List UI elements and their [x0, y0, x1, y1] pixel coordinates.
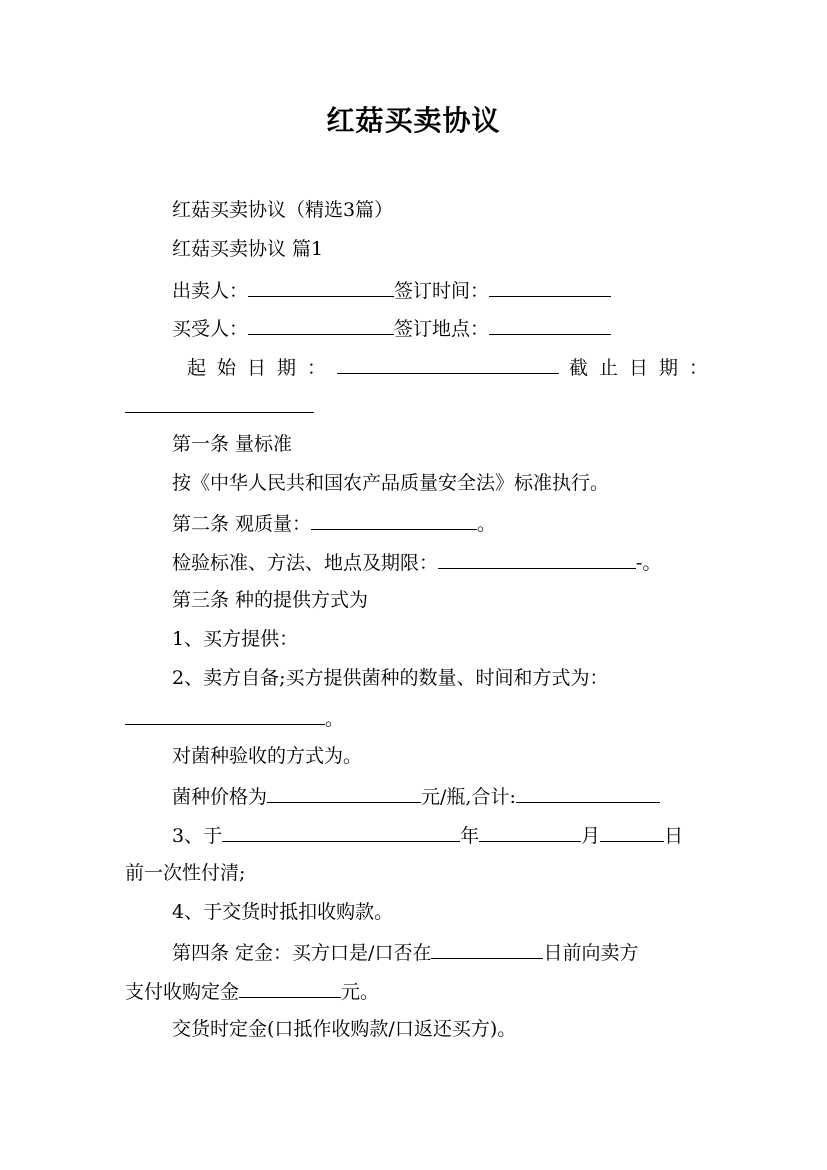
end-date-label: 截止日期： [569, 357, 720, 379]
article4-cont-prefix: 支付收购定金 [125, 981, 240, 1003]
acceptance: 对菌种验收的方式为。 [172, 745, 363, 767]
year-blank [222, 822, 460, 842]
item3-cont: 前一次性付清; [125, 862, 246, 884]
item2-cont [125, 705, 344, 731]
article4-prefix: 第四条 定金：买方口是/口否在 [172, 942, 432, 964]
article4-cont-end: 元。 [341, 981, 380, 1003]
item2: 2、卖方自备;买方提供菌种的数量、时间和方式为： [172, 667, 609, 689]
article3-title: 第三条 种的提供方式为 [172, 589, 369, 611]
price-label: 菌种价格为 [172, 786, 268, 808]
deposit-date-blank [431, 939, 543, 959]
item4: 4、于交货时抵扣收购款。 [172, 901, 394, 923]
buyer-blank [248, 315, 394, 335]
sign-place-label: 签订地点： [394, 318, 490, 340]
day-label: 日 [664, 825, 684, 847]
start-date-label: 起始日期： [187, 357, 338, 379]
article2-row [172, 510, 496, 536]
seller-blank [248, 277, 394, 297]
article1-title: 第一条 量标准 [172, 433, 293, 455]
day-blank [600, 822, 664, 842]
inspection-end: -。 [636, 552, 662, 574]
price-blank [267, 783, 421, 803]
article2-end: 。 [477, 513, 497, 535]
item3-prefix: 3、于 [172, 825, 223, 847]
seller-row [172, 277, 611, 303]
end-date-row [125, 393, 314, 419]
buyer-label: 买受人： [172, 318, 249, 340]
inspection-row [172, 549, 661, 575]
inspection-label: 检验标准、方法、地点及期限： [172, 552, 439, 574]
deposit-amount-blank [239, 978, 341, 998]
document-title: 红菇买卖协议 [326, 104, 501, 137]
sign-time-blank [489, 277, 611, 297]
article2-title: 第二条 观质量： [172, 513, 312, 535]
article1-text: 按《中华人民共和国农产品质量安全法》标准执行。 [172, 472, 610, 494]
section-heading: 红菇买卖协议 篇1 [172, 238, 324, 260]
seller-label: 出卖人： [172, 280, 249, 302]
delivery-deposit: 交货时定金(口抵作收购款/口返还买方)。 [172, 1018, 517, 1040]
month-label: 月 [581, 825, 601, 847]
item2-blank [125, 705, 325, 725]
article4-mid: 日前向卖方 [543, 942, 639, 964]
end-date-blank [125, 393, 314, 413]
appearance-quality-blank [311, 510, 477, 530]
article4-cont [125, 978, 379, 1004]
inspection-blank [438, 549, 636, 569]
article4-row [172, 939, 638, 965]
price-row [172, 783, 660, 809]
subtitle: 红菇买卖协议（精选3篇） [172, 199, 394, 221]
total-blank [516, 783, 660, 803]
start-date-blank [337, 354, 559, 374]
sign-place-blank [489, 315, 611, 335]
item3-row [172, 822, 683, 848]
price-unit: 元/瓶,合计: [421, 786, 516, 808]
item1: 1、买方提供： [172, 628, 299, 650]
date-row [187, 354, 719, 380]
sign-time-label: 签订时间： [394, 280, 490, 302]
item2-end: 。 [325, 708, 345, 730]
month-blank [479, 822, 581, 842]
buyer-row [172, 315, 611, 341]
year-label: 年 [460, 825, 480, 847]
